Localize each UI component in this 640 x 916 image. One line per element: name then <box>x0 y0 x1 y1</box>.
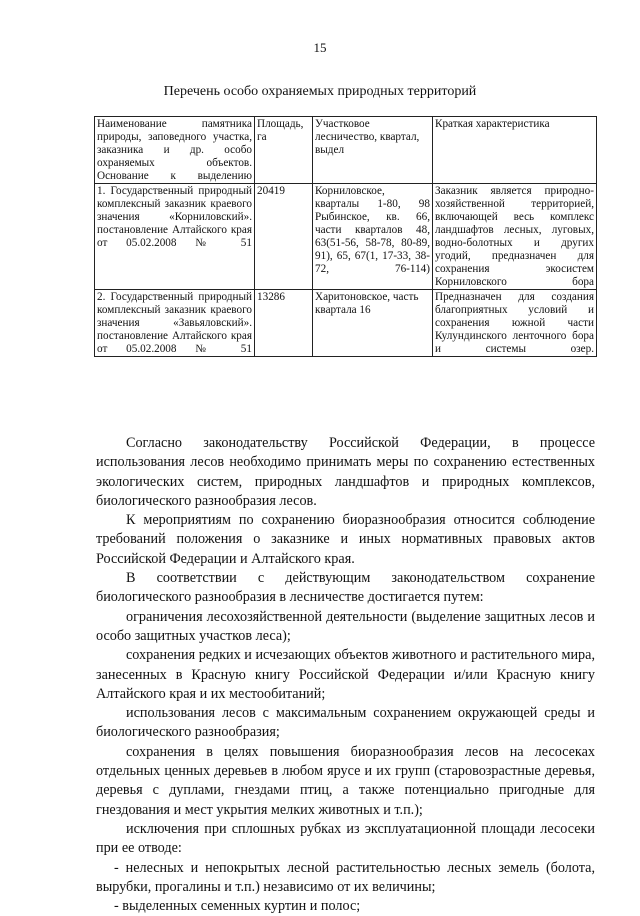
table-row <box>95 184 597 290</box>
paragraph-exclusion-seed-groves: - выделенных семенных куртин и полос; <box>114 898 361 915</box>
page-number: 15 <box>313 40 327 55</box>
row-1-district: Корниловское, кварталы 1-80, 98 Рыбинское, кв. 66, части кварталов 48, 63(51-56, 58-78, 80-89, 91), 65, 67(1, 17-33, 38-72, 76-114) <box>313 184 433 290</box>
paragraph-method-red-book: сохранения редких и исчезающих объектов животного и растительного мира, занесенных в Красную книгу Российской Федерации и/или Красную книгу Алтайского края и их местообитаний; <box>96 647 595 702</box>
paragraph-method-exclusion: исключения при сплошных рубках из эксплуатационной площади лесосеки при ее отводе: <box>96 820 595 857</box>
row-1-description: Заказник является природно-хозяйственной территорией, включающей весь комплекс ландшафтов лесных, луговых, водно-болотных и других угодий, предназначен для сохранения экосистем Корниловского бора <box>433 184 597 290</box>
row-2-area: 13286 <box>255 290 313 357</box>
document-title: Перечень особо охраняемых природных территорий <box>163 84 477 99</box>
header-description: Краткая характеристика <box>433 117 597 184</box>
header-area: Площадь, га <box>255 117 313 184</box>
paragraph-method-forest-use: использования лесов с максимальным сохранением окружающей среды и биологического разнообразия; <box>96 705 595 741</box>
paragraph-exclusion-non-forest: - нелесных и непокрытых лесной растительностью лесных земель (болота, вырубки, прогалины и т.п.) независимо от их величины; <box>96 859 595 895</box>
row-1-name: 1. Государственный природный комплексный заказник краевого значения «Корниловский». постановление Алтайского края от 05.02.2008 № 51 <box>95 184 255 290</box>
paragraph-method-valuable-trees: сохранения в целях повышения биоразнообразия лесов на лесосеках отдельных ценных деревьев в любом ярусе и их групп (старовозрастные деревья, деревья с дуплами, гнездами птиц, а также потенциально пригодные для гнездования и мест укрытия мелких животных и т.п.); <box>96 743 595 818</box>
header-name: Наименование памятника природы, заповедного участка, заказника и др. особо охраняемых объектов. Основание к выделению <box>95 117 255 184</box>
row-2-name: 2. Государственный природный комплексный заказник краевого значения «Завьяловский». постановление Алтайского края от 05.02.2008 № 51 <box>95 290 255 357</box>
row-1-area: 20419 <box>255 184 313 290</box>
row-2-district: Харитоновское, часть квартала 16 <box>313 290 433 357</box>
paragraph-method-restriction: ограничения лесохозяйственной деятельности (выделение защитных лесов и особо защитных участков леса); <box>96 608 595 644</box>
table-header-row <box>95 117 597 184</box>
row-2-description: Предназначен для создания благоприятных условий и сохранения южной части Кулундинского ленточного бора и системы озер. <box>433 290 597 357</box>
body-text <box>96 434 595 916</box>
header-district: Участковое лесничество, квартал, выдел <box>313 117 433 184</box>
table-row <box>95 290 597 357</box>
paragraph-methods-intro: В соответствии с действующим законодательством сохранение биологического разнообразия в лесничестве достигается путем: <box>96 570 595 606</box>
paragraph-measures: К мероприятиям по сохранению биоразнообразия относится соблюдение требований положения о заказнике и иных нормативных правовых актов Российской Федерации и Алтайского края. <box>96 512 595 567</box>
protected-territories-table <box>94 116 597 357</box>
paragraph-legislation: Согласно законодательству Российской Федерации, в процессе использования лесов необходимо принимать меры по сохранению естественных экологических систем, природных ландшафтов и природных комплексов, биологического разнообразия лесов. <box>96 435 595 509</box>
